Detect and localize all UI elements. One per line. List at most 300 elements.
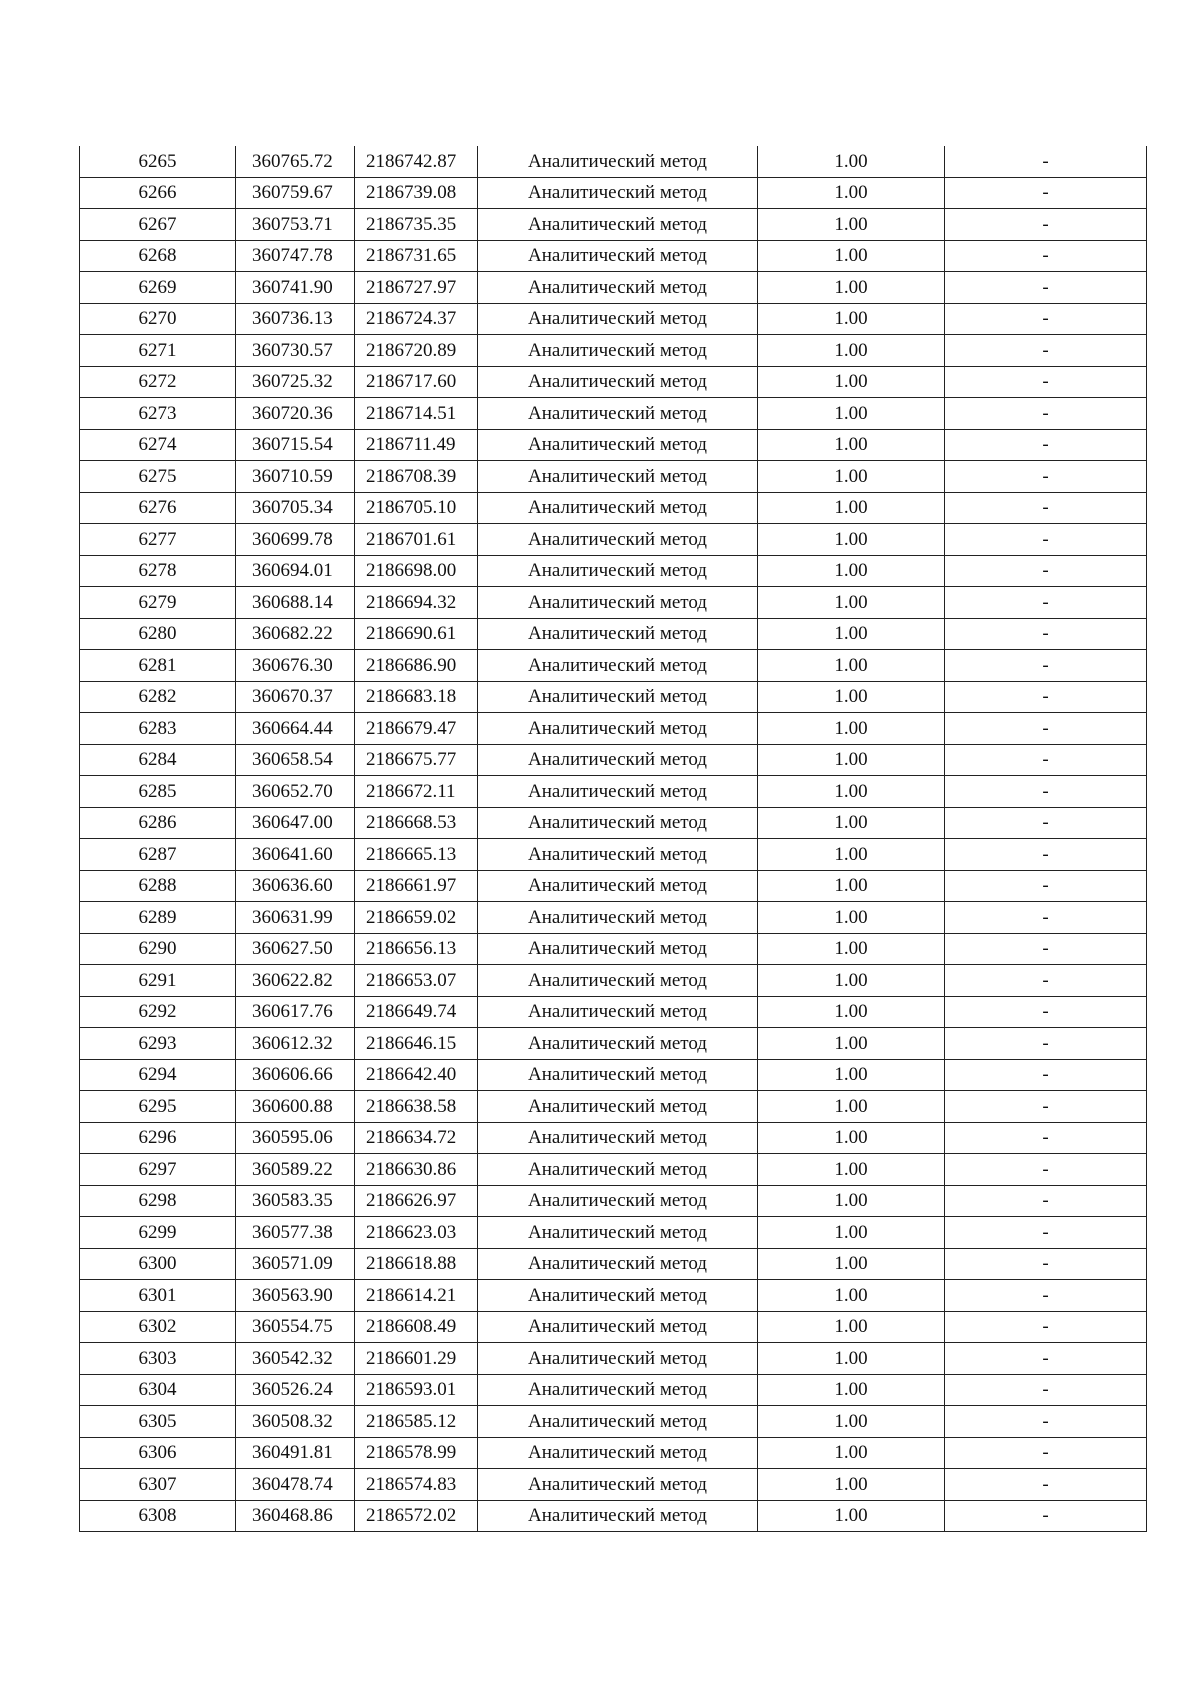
table-row [80, 776, 1147, 808]
y-coordinate-cell: 2186572.02 [355, 1500, 478, 1532]
point-number-cell: 6275 [80, 461, 236, 493]
method-cell: Аналитический метод [478, 1217, 758, 1249]
table-row [80, 209, 1147, 241]
note-cell: - [945, 587, 1147, 619]
table-row [80, 366, 1147, 398]
x-coordinate-cell: 360554.75 [236, 1311, 355, 1343]
method-cell: Аналитический метод [478, 177, 758, 209]
y-coordinate-cell: 2186735.35 [355, 209, 478, 241]
method-cell: Аналитический метод [478, 1154, 758, 1186]
y-coordinate-cell: 2186717.60 [355, 366, 478, 398]
table-row [80, 1280, 1147, 1312]
x-coordinate-cell: 360710.59 [236, 461, 355, 493]
note-cell: - [945, 1343, 1147, 1375]
x-coordinate-cell: 360736.13 [236, 303, 355, 335]
method-cell: Аналитический метод [478, 1311, 758, 1343]
method-cell: Аналитический метод [478, 1059, 758, 1091]
y-coordinate-cell: 2186727.97 [355, 272, 478, 304]
accuracy-cell: 1.00 [758, 177, 945, 209]
accuracy-cell: 1.00 [758, 209, 945, 241]
x-coordinate-cell: 360595.06 [236, 1122, 355, 1154]
accuracy-cell: 1.00 [758, 587, 945, 619]
accuracy-cell: 1.00 [758, 618, 945, 650]
note-cell: - [945, 996, 1147, 1028]
accuracy-cell: 1.00 [758, 492, 945, 524]
accuracy-cell: 1.00 [758, 1469, 945, 1501]
x-coordinate-cell: 360583.35 [236, 1185, 355, 1217]
method-cell: Аналитический метод [478, 681, 758, 713]
method-cell: Аналитический метод [478, 1469, 758, 1501]
note-cell: - [945, 461, 1147, 493]
method-cell: Аналитический метод [478, 1500, 758, 1532]
point-number-cell: 6290 [80, 933, 236, 965]
method-cell: Аналитический метод [478, 1091, 758, 1123]
accuracy-cell: 1.00 [758, 1217, 945, 1249]
point-number-cell: 6303 [80, 1343, 236, 1375]
accuracy-cell: 1.00 [758, 1248, 945, 1280]
accuracy-cell: 1.00 [758, 555, 945, 587]
x-coordinate-cell: 360647.00 [236, 807, 355, 839]
table-row [80, 1122, 1147, 1154]
table-row [80, 1311, 1147, 1343]
accuracy-cell: 1.00 [758, 1374, 945, 1406]
table-row [80, 1185, 1147, 1217]
note-cell: - [945, 839, 1147, 871]
point-number-cell: 6277 [80, 524, 236, 556]
method-cell: Аналитический метод [478, 996, 758, 1028]
y-coordinate-cell: 2186675.77 [355, 744, 478, 776]
y-coordinate-cell: 2186623.03 [355, 1217, 478, 1249]
x-coordinate-cell: 360658.54 [236, 744, 355, 776]
y-coordinate-cell: 2186705.10 [355, 492, 478, 524]
method-cell: Аналитический метод [478, 146, 758, 177]
x-coordinate-cell: 360491.81 [236, 1437, 355, 1469]
accuracy-cell: 1.00 [758, 1500, 945, 1532]
note-cell: - [945, 1311, 1147, 1343]
table-row [80, 335, 1147, 367]
accuracy-cell: 1.00 [758, 902, 945, 934]
accuracy-cell: 1.00 [758, 1185, 945, 1217]
point-number-cell: 6294 [80, 1059, 236, 1091]
accuracy-cell: 1.00 [758, 1311, 945, 1343]
method-cell: Аналитический метод [478, 524, 758, 556]
accuracy-cell: 1.00 [758, 335, 945, 367]
note-cell: - [945, 429, 1147, 461]
x-coordinate-cell: 360676.30 [236, 650, 355, 682]
x-coordinate-cell: 360577.38 [236, 1217, 355, 1249]
note-cell: - [945, 1028, 1147, 1060]
note-cell: - [945, 524, 1147, 556]
accuracy-cell: 1.00 [758, 1280, 945, 1312]
y-coordinate-cell: 2186698.00 [355, 555, 478, 587]
table-row [80, 933, 1147, 965]
x-coordinate-cell: 360747.78 [236, 240, 355, 272]
table-row [80, 1500, 1147, 1532]
y-coordinate-cell: 2186618.88 [355, 1248, 478, 1280]
x-coordinate-cell: 360664.44 [236, 713, 355, 745]
method-cell: Аналитический метод [478, 713, 758, 745]
accuracy-cell: 1.00 [758, 146, 945, 177]
accuracy-cell: 1.00 [758, 1406, 945, 1438]
note-cell: - [945, 618, 1147, 650]
table-row [80, 870, 1147, 902]
accuracy-cell: 1.00 [758, 240, 945, 272]
x-coordinate-cell: 360688.14 [236, 587, 355, 619]
method-cell: Аналитический метод [478, 240, 758, 272]
method-cell: Аналитический метод [478, 1343, 758, 1375]
accuracy-cell: 1.00 [758, 1122, 945, 1154]
x-coordinate-cell: 360765.72 [236, 146, 355, 177]
accuracy-cell: 1.00 [758, 681, 945, 713]
method-cell: Аналитический метод [478, 366, 758, 398]
method-cell: Аналитический метод [478, 807, 758, 839]
y-coordinate-cell: 2186659.02 [355, 902, 478, 934]
note-cell: - [945, 366, 1147, 398]
point-number-cell: 6276 [80, 492, 236, 524]
x-coordinate-cell: 360682.22 [236, 618, 355, 650]
method-cell: Аналитический метод [478, 461, 758, 493]
note-cell: - [945, 1437, 1147, 1469]
accuracy-cell: 1.00 [758, 839, 945, 871]
method-cell: Аналитический метод [478, 1028, 758, 1060]
point-number-cell: 6282 [80, 681, 236, 713]
y-coordinate-cell: 2186593.01 [355, 1374, 478, 1406]
point-number-cell: 6304 [80, 1374, 236, 1406]
note-cell: - [945, 870, 1147, 902]
note-cell: - [945, 1374, 1147, 1406]
note-cell: - [945, 1280, 1147, 1312]
table-row [80, 807, 1147, 839]
point-number-cell: 6293 [80, 1028, 236, 1060]
note-cell: - [945, 713, 1147, 745]
y-coordinate-cell: 2186731.65 [355, 240, 478, 272]
method-cell: Аналитический метод [478, 587, 758, 619]
x-coordinate-cell: 360725.32 [236, 366, 355, 398]
y-coordinate-cell: 2186638.58 [355, 1091, 478, 1123]
accuracy-cell: 1.00 [758, 996, 945, 1028]
point-number-cell: 6270 [80, 303, 236, 335]
x-coordinate-cell: 360617.76 [236, 996, 355, 1028]
table-row [80, 303, 1147, 335]
x-coordinate-cell: 360612.32 [236, 1028, 355, 1060]
y-coordinate-cell: 2186614.21 [355, 1280, 478, 1312]
y-coordinate-cell: 2186653.07 [355, 965, 478, 997]
accuracy-cell: 1.00 [758, 461, 945, 493]
table-row [80, 618, 1147, 650]
y-coordinate-cell: 2186711.49 [355, 429, 478, 461]
table-row [80, 272, 1147, 304]
point-number-cell: 6269 [80, 272, 236, 304]
table-row [80, 1437, 1147, 1469]
x-coordinate-cell: 360508.32 [236, 1406, 355, 1438]
accuracy-cell: 1.00 [758, 366, 945, 398]
x-coordinate-cell: 360715.54 [236, 429, 355, 461]
y-coordinate-cell: 2186578.99 [355, 1437, 478, 1469]
point-number-cell: 6273 [80, 398, 236, 430]
table-row [80, 587, 1147, 619]
x-coordinate-cell: 360606.66 [236, 1059, 355, 1091]
y-coordinate-cell: 2186708.39 [355, 461, 478, 493]
accuracy-cell: 1.00 [758, 1154, 945, 1186]
point-number-cell: 6291 [80, 965, 236, 997]
x-coordinate-cell: 360652.70 [236, 776, 355, 808]
y-coordinate-cell: 2186649.74 [355, 996, 478, 1028]
x-coordinate-cell: 360759.67 [236, 177, 355, 209]
y-coordinate-cell: 2186686.90 [355, 650, 478, 682]
x-coordinate-cell: 360741.90 [236, 272, 355, 304]
y-coordinate-cell: 2186701.61 [355, 524, 478, 556]
x-coordinate-cell: 360478.74 [236, 1469, 355, 1501]
table-row [80, 681, 1147, 713]
table-row [80, 555, 1147, 587]
method-cell: Аналитический метод [478, 618, 758, 650]
point-number-cell: 6267 [80, 209, 236, 241]
note-cell: - [945, 1091, 1147, 1123]
x-coordinate-cell: 360631.99 [236, 902, 355, 934]
note-cell: - [945, 209, 1147, 241]
note-cell: - [945, 1185, 1147, 1217]
table-row [80, 1028, 1147, 1060]
y-coordinate-cell: 2186714.51 [355, 398, 478, 430]
y-coordinate-cell: 2186672.11 [355, 776, 478, 808]
note-cell: - [945, 1122, 1147, 1154]
table-row [80, 744, 1147, 776]
note-cell: - [945, 272, 1147, 304]
method-cell: Аналитический метод [478, 933, 758, 965]
note-cell: - [945, 335, 1147, 367]
point-number-cell: 6289 [80, 902, 236, 934]
point-number-cell: 6268 [80, 240, 236, 272]
method-cell: Аналитический метод [478, 272, 758, 304]
x-coordinate-cell: 360694.01 [236, 555, 355, 587]
coordinates-table-body [80, 146, 1147, 1532]
x-coordinate-cell: 360699.78 [236, 524, 355, 556]
x-coordinate-cell: 360720.36 [236, 398, 355, 430]
method-cell: Аналитический метод [478, 870, 758, 902]
point-number-cell: 6288 [80, 870, 236, 902]
point-number-cell: 6298 [80, 1185, 236, 1217]
method-cell: Аналитический метод [478, 492, 758, 524]
note-cell: - [945, 744, 1147, 776]
y-coordinate-cell: 2186683.18 [355, 681, 478, 713]
table-row [80, 965, 1147, 997]
table-row [80, 240, 1147, 272]
table-row [80, 1059, 1147, 1091]
y-coordinate-cell: 2186742.87 [355, 146, 478, 177]
method-cell: Аналитический метод [478, 209, 758, 241]
table-row [80, 1406, 1147, 1438]
accuracy-cell: 1.00 [758, 398, 945, 430]
y-coordinate-cell: 2186690.61 [355, 618, 478, 650]
method-cell: Аналитический метод [478, 839, 758, 871]
y-coordinate-cell: 2186656.13 [355, 933, 478, 965]
x-coordinate-cell: 360627.50 [236, 933, 355, 965]
accuracy-cell: 1.00 [758, 650, 945, 682]
method-cell: Аналитический метод [478, 1437, 758, 1469]
point-number-cell: 6296 [80, 1122, 236, 1154]
method-cell: Аналитический метод [478, 650, 758, 682]
table-row [80, 492, 1147, 524]
point-number-cell: 6287 [80, 839, 236, 871]
note-cell: - [945, 965, 1147, 997]
method-cell: Аналитический метод [478, 398, 758, 430]
y-coordinate-cell: 2186574.83 [355, 1469, 478, 1501]
method-cell: Аналитический метод [478, 1280, 758, 1312]
point-number-cell: 6286 [80, 807, 236, 839]
note-cell: - [945, 902, 1147, 934]
point-number-cell: 6283 [80, 713, 236, 745]
note-cell: - [945, 1469, 1147, 1501]
note-cell: - [945, 303, 1147, 335]
note-cell: - [945, 1059, 1147, 1091]
table-row [80, 650, 1147, 682]
note-cell: - [945, 933, 1147, 965]
y-coordinate-cell: 2186585.12 [355, 1406, 478, 1438]
table-row [80, 996, 1147, 1028]
note-cell: - [945, 240, 1147, 272]
method-cell: Аналитический метод [478, 776, 758, 808]
method-cell: Аналитический метод [478, 335, 758, 367]
point-number-cell: 6284 [80, 744, 236, 776]
method-cell: Аналитический метод [478, 1406, 758, 1438]
table-row [80, 902, 1147, 934]
note-cell: - [945, 776, 1147, 808]
accuracy-cell: 1.00 [758, 1028, 945, 1060]
accuracy-cell: 1.00 [758, 1059, 945, 1091]
y-coordinate-cell: 2186642.40 [355, 1059, 478, 1091]
point-number-cell: 6299 [80, 1217, 236, 1249]
table-row [80, 461, 1147, 493]
note-cell: - [945, 650, 1147, 682]
y-coordinate-cell: 2186665.13 [355, 839, 478, 871]
accuracy-cell: 1.00 [758, 1437, 945, 1469]
table-row [80, 524, 1147, 556]
x-coordinate-cell: 360571.09 [236, 1248, 355, 1280]
point-number-cell: 6266 [80, 177, 236, 209]
note-cell: - [945, 1500, 1147, 1532]
note-cell: - [945, 1217, 1147, 1249]
y-coordinate-cell: 2186634.72 [355, 1122, 478, 1154]
point-number-cell: 6306 [80, 1437, 236, 1469]
y-coordinate-cell: 2186661.97 [355, 870, 478, 902]
y-coordinate-cell: 2186626.97 [355, 1185, 478, 1217]
y-coordinate-cell: 2186720.89 [355, 335, 478, 367]
x-coordinate-cell: 360622.82 [236, 965, 355, 997]
accuracy-cell: 1.00 [758, 524, 945, 556]
note-cell: - [945, 1154, 1147, 1186]
x-coordinate-cell: 360636.60 [236, 870, 355, 902]
point-number-cell: 6265 [80, 146, 236, 177]
note-cell: - [945, 146, 1147, 177]
x-coordinate-cell: 360468.86 [236, 1500, 355, 1532]
table-row [80, 1469, 1147, 1501]
accuracy-cell: 1.00 [758, 965, 945, 997]
x-coordinate-cell: 360589.22 [236, 1154, 355, 1186]
y-coordinate-cell: 2186668.53 [355, 807, 478, 839]
note-cell: - [945, 555, 1147, 587]
accuracy-cell: 1.00 [758, 807, 945, 839]
point-number-cell: 6308 [80, 1500, 236, 1532]
accuracy-cell: 1.00 [758, 1343, 945, 1375]
table-row [80, 398, 1147, 430]
x-coordinate-cell: 360753.71 [236, 209, 355, 241]
point-number-cell: 6274 [80, 429, 236, 461]
point-number-cell: 6302 [80, 1311, 236, 1343]
table-row [80, 1248, 1147, 1280]
point-number-cell: 6292 [80, 996, 236, 1028]
point-number-cell: 6281 [80, 650, 236, 682]
method-cell: Аналитический метод [478, 744, 758, 776]
note-cell: - [945, 492, 1147, 524]
point-number-cell: 6300 [80, 1248, 236, 1280]
method-cell: Аналитический метод [478, 1122, 758, 1154]
point-number-cell: 6279 [80, 587, 236, 619]
method-cell: Аналитический метод [478, 303, 758, 335]
table-row [80, 146, 1147, 177]
note-cell: - [945, 1248, 1147, 1280]
note-cell: - [945, 807, 1147, 839]
table-row [80, 1091, 1147, 1123]
accuracy-cell: 1.00 [758, 303, 945, 335]
x-coordinate-cell: 360670.37 [236, 681, 355, 713]
y-coordinate-cell: 2186679.47 [355, 713, 478, 745]
x-coordinate-cell: 360542.32 [236, 1343, 355, 1375]
table-row [80, 429, 1147, 461]
accuracy-cell: 1.00 [758, 429, 945, 461]
x-coordinate-cell: 360563.90 [236, 1280, 355, 1312]
accuracy-cell: 1.00 [758, 272, 945, 304]
note-cell: - [945, 398, 1147, 430]
accuracy-cell: 1.00 [758, 870, 945, 902]
method-cell: Аналитический метод [478, 1374, 758, 1406]
accuracy-cell: 1.00 [758, 1091, 945, 1123]
x-coordinate-cell: 360526.24 [236, 1374, 355, 1406]
accuracy-cell: 1.00 [758, 776, 945, 808]
table-row [80, 1217, 1147, 1249]
method-cell: Аналитический метод [478, 555, 758, 587]
y-coordinate-cell: 2186630.86 [355, 1154, 478, 1186]
table-row [80, 1154, 1147, 1186]
x-coordinate-cell: 360641.60 [236, 839, 355, 871]
x-coordinate-cell: 360600.88 [236, 1091, 355, 1123]
point-number-cell: 6305 [80, 1406, 236, 1438]
x-coordinate-cell: 360730.57 [236, 335, 355, 367]
note-cell: - [945, 681, 1147, 713]
point-number-cell: 6272 [80, 366, 236, 398]
table-row [80, 177, 1147, 209]
point-number-cell: 6297 [80, 1154, 236, 1186]
table-row [80, 713, 1147, 745]
point-number-cell: 6271 [80, 335, 236, 367]
point-number-cell: 6285 [80, 776, 236, 808]
y-coordinate-cell: 2186601.29 [355, 1343, 478, 1375]
method-cell: Аналитический метод [478, 965, 758, 997]
x-coordinate-cell: 360705.34 [236, 492, 355, 524]
y-coordinate-cell: 2186646.15 [355, 1028, 478, 1060]
point-number-cell: 6295 [80, 1091, 236, 1123]
point-number-cell: 6280 [80, 618, 236, 650]
note-cell: - [945, 1406, 1147, 1438]
y-coordinate-cell: 2186724.37 [355, 303, 478, 335]
method-cell: Аналитический метод [478, 429, 758, 461]
accuracy-cell: 1.00 [758, 713, 945, 745]
method-cell: Аналитический метод [478, 1248, 758, 1280]
table-row [80, 1374, 1147, 1406]
table-row [80, 1343, 1147, 1375]
note-cell: - [945, 177, 1147, 209]
accuracy-cell: 1.00 [758, 744, 945, 776]
accuracy-cell: 1.00 [758, 933, 945, 965]
